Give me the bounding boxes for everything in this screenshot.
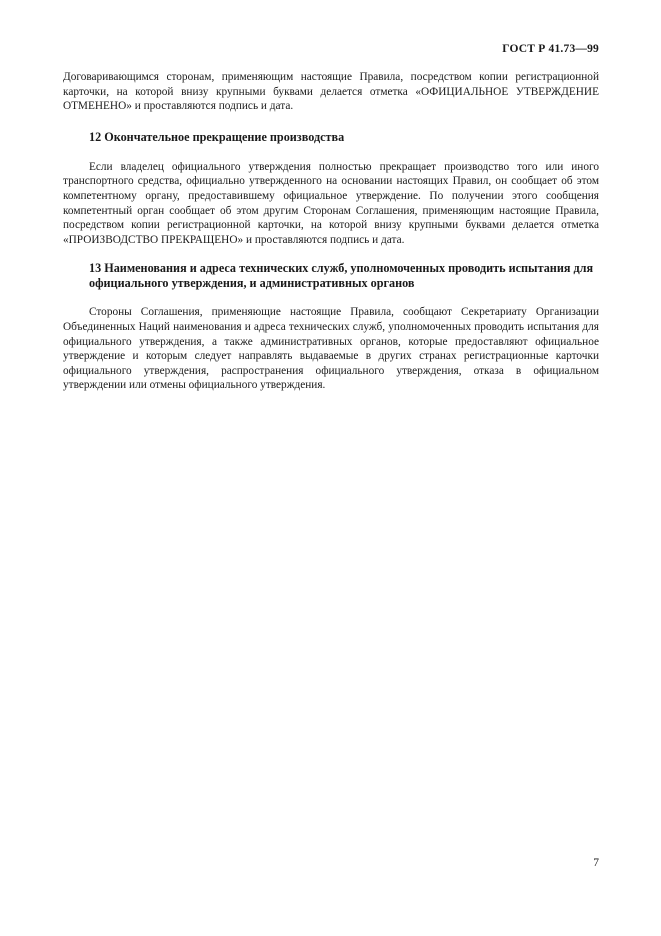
section-13-paragraph: Стороны Соглашения, применяющие настоящие Правила, сообщают Секретариату Организации Объединенных Наций наименования и адреса технических служб, уполномоченных проводить испытания для официального утверждения, а также административных органов, которые предоставляют официальное утверждение и которым следует направлять выдаваемые в других странах регистрационные карточки официального утверждения, распространения официального утверждения, отказа в официальном утверждении или отмены официального утверждения. [63, 306, 599, 392]
section-13-heading: 13 Наименования и адреса технических служб, уполномоченных проводить испытания для официального утверждения, и административных органов [89, 261, 594, 291]
page-content [63, 70, 599, 393]
page-number: 7 [593, 857, 599, 869]
section-12-paragraph: Если владелец официального утверждения полностью прекращает производство того или иного транспортного средства, официально утвержденного на основании настоящих Правил, он сообщает об этом компетентному органу, предоставившему официальное утверждение. По получении этого сообщения компетентный орган сообщает об этом другим Сторонам Соглашения, применяющим настоящие Правила, посредством копии регистрационной карточки, на которой внизу крупными буквами делается отметка «ПРОИЗВОДСТВО ПРЕКРАЩЕНО» и проставляются подпись и дата. [63, 160, 599, 246]
intro-paragraph: Договаривающимся сторонам, применяющим настоящие Правила, посредством копии регистрационной карточки, на которой внизу крупными буквами делается отметка «ОФИЦИАЛЬНОЕ УТВЕРЖДЕНИЕ ОТМЕНЕНО» и проставляются подпись и дата. [63, 71, 599, 113]
document-code: ГОСТ Р 41.73—99 [502, 43, 599, 55]
section-12-heading: 12 Окончательное прекращение производства [89, 129, 345, 144]
